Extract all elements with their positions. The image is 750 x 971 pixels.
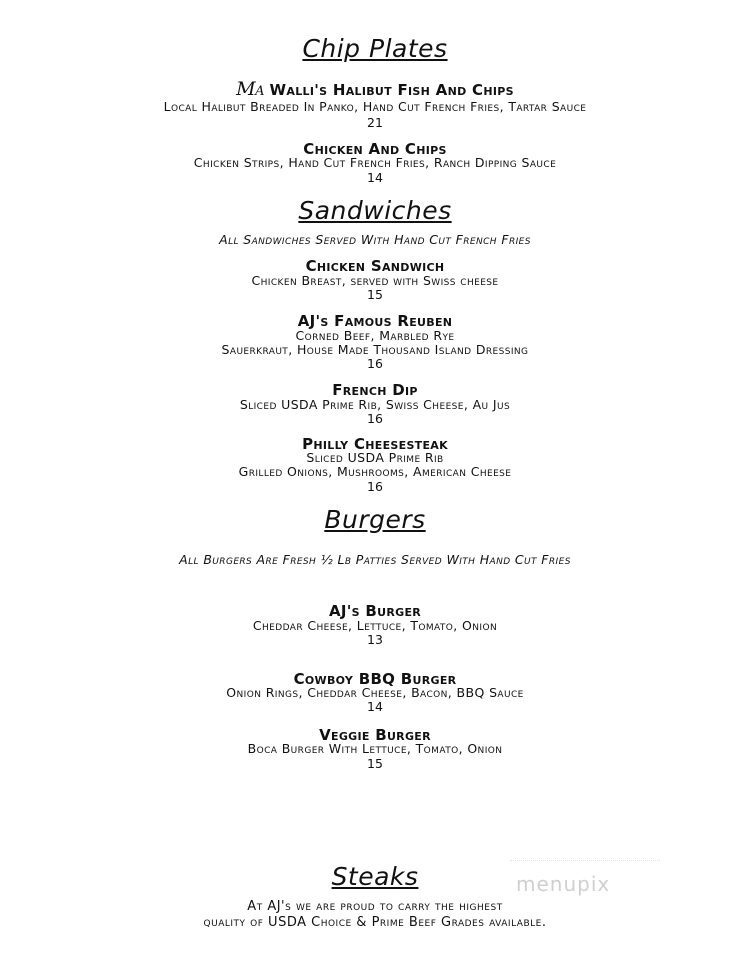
halibut-name-text: Walli's Halibut Fish And Chips — [269, 81, 514, 99]
veggie-burger-price: 15 — [367, 756, 383, 771]
ma-script-prefix: Ma — [236, 78, 265, 100]
steaks-heading: Steaks — [331, 862, 419, 891]
aj-burger-price: 13 — [367, 632, 383, 647]
reuben-price: 16 — [367, 356, 383, 371]
reuben-desc-line1: Corned Beef, Marbled Rye — [295, 328, 455, 343]
chip-plates-heading: Chip Plates — [302, 34, 448, 63]
french-dip-desc: Sliced USDA Prime Rib, Swiss Cheese, Au Jus — [239, 397, 511, 412]
sandwiches-note: All Sandwiches Served With Hand Cut French Fries — [219, 232, 531, 247]
french-dip-price: 16 — [367, 411, 383, 426]
halibut-desc: Local Halibut Breaded In Panko, Hand Cut French Fries, Tartar Sauce — [163, 99, 587, 114]
veggie-burger-desc: Boca Burger With Lettuce, Tomato, Onion — [247, 741, 503, 756]
philly-desc-line1: Sliced USDA Prime Rib — [306, 450, 444, 465]
philly-name: Philly Cheesesteak — [302, 435, 448, 453]
philly-price: 16 — [367, 479, 383, 494]
steaks-desc-line1: At AJ's we are proud to carry the highest — [247, 899, 503, 914]
chicken-chips-price: 14 — [367, 170, 383, 185]
aj-burger-name: AJ's Burger — [328, 602, 422, 620]
chicken-sandwich-desc: Chicken Breast, served with Swiss cheese — [251, 273, 499, 288]
chicken-sandwich-price: 15 — [367, 287, 383, 302]
cowboy-burger-price: 14 — [367, 699, 383, 714]
cowboy-burger-desc: Onion Rings, Cheddar Cheese, Bacon, BBQ Sauce — [226, 685, 524, 700]
veggie-burger-name: Veggie Burger — [319, 726, 431, 744]
burgers-note: All Burgers Are Fresh ½ Lb Patties Served With Hand Cut Fries — [179, 552, 571, 567]
aj-burger-desc: Cheddar Cheese, Lettuce, Tomato, Onion — [252, 618, 498, 633]
steaks-desc-line2: quality of USDA Choice & Prime Beef Grades available. — [203, 915, 547, 930]
philly-desc-line2: Grilled Onions, Mushrooms, American Cheese — [238, 464, 512, 479]
sandwiches-heading: Sandwiches — [298, 196, 452, 225]
halibut-price: 21 — [367, 115, 383, 130]
halibut-item-name — [0, 78, 750, 100]
watermark-logo: menupix — [516, 872, 611, 896]
cowboy-burger-name: Cowboy BBQ Burger — [293, 670, 457, 688]
watermark-rule — [510, 860, 660, 861]
reuben-name: AJ's Famous Reuben — [297, 312, 453, 330]
chicken-chips-name: Chicken And Chips — [303, 140, 447, 158]
chicken-chips-desc: Chicken Strips, Hand Cut French Fries, Ranch Dipping Sauce — [193, 155, 557, 170]
burgers-heading: Burgers — [324, 505, 426, 534]
chicken-sandwich-name: Chicken Sandwich — [305, 257, 445, 275]
french-dip-name: French Dip — [332, 381, 418, 399]
reuben-desc-line2: Sauerkraut, House Made Thousand Island Dressing — [221, 342, 529, 357]
